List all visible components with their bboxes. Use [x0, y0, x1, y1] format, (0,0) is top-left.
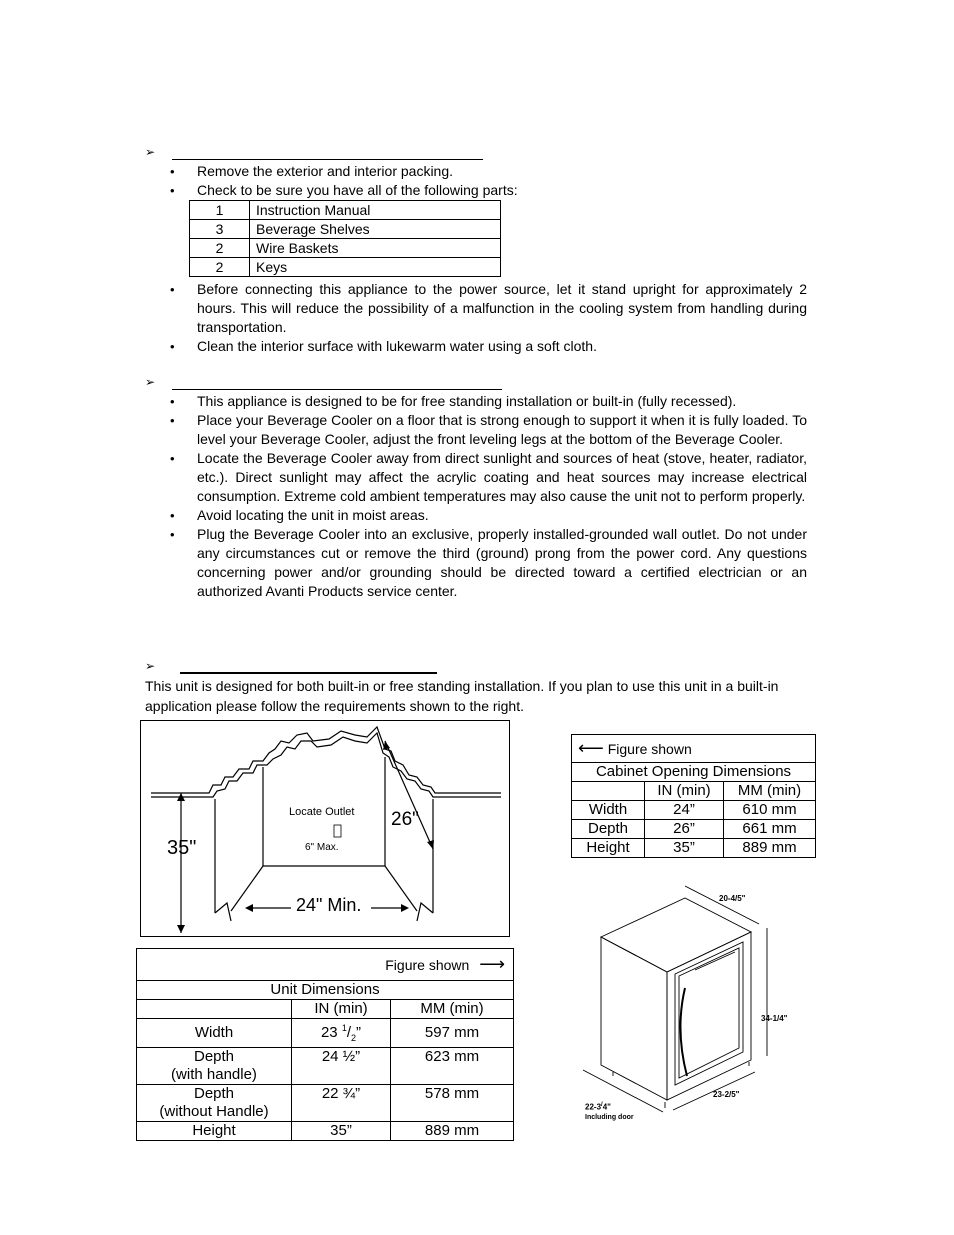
table-row — [190, 239, 501, 258]
cabinet-figure — [140, 720, 510, 937]
cell — [137, 1048, 292, 1085]
section-heading-line — [180, 672, 437, 674]
cell: Width — [572, 801, 645, 820]
section-marker: ➢ — [145, 375, 156, 389]
table-row — [137, 1085, 514, 1122]
header-cell: IN (min) — [645, 782, 724, 801]
depth-dimension: 26" — [391, 809, 419, 830]
header-cell: MM (min) — [724, 782, 816, 801]
depth-dim-part: 22-3 — [585, 1102, 602, 1112]
depth-dimension — [585, 1102, 611, 1112]
table-row — [137, 1019, 514, 1048]
depth-note: Including door — [585, 1114, 634, 1121]
depth-dim-part: / — [601, 1102, 603, 1108]
value-part: 23 — [320, 1024, 342, 1041]
table-title: Cabinet Opening Dimensions — [572, 763, 816, 782]
cell: Width — [137, 1019, 292, 1048]
list-item: • Place your Beverage Cooler on a floor that is strong enough to support it when it is fully loaded. To level your Beverage Cooler, adjust the front leveling legs at the bottom of the Beverage Cooler. — [170, 411, 807, 449]
list-item: • Avoid locating the unit in moist areas. — [170, 506, 807, 525]
cell: 24 ½” — [292, 1048, 391, 1085]
list-item: • Check to be sure you have all of the following parts: — [170, 181, 807, 200]
table-row — [137, 981, 514, 1000]
part-qty: 1 — [190, 201, 250, 220]
figure-note: Figure shown — [607, 741, 692, 757]
bullet-list — [170, 162, 807, 200]
table-row — [572, 820, 816, 839]
part-name: Beverage Shelves — [250, 220, 501, 239]
outlet-label: Locate Outlet — [289, 806, 355, 818]
row-label: Depth — [193, 1048, 235, 1065]
list-item: • Remove the exterior and interior packing. — [170, 162, 807, 181]
table-row — [572, 839, 816, 858]
cell — [137, 1085, 292, 1122]
outlet-max-label: 6" Max. — [305, 842, 339, 853]
height-dimension: 35" — [167, 837, 197, 859]
value-part: 2 — [351, 1033, 357, 1043]
list-item: • This appliance is designed to be for free standing installation or built-in (fully recessed). — [170, 392, 807, 411]
unit-dimensions-table — [136, 948, 514, 1141]
part-qty: 2 — [190, 239, 250, 258]
part-name: Wire Baskets — [250, 239, 501, 258]
cell: 578 mm — [391, 1085, 514, 1122]
list-item: • Clean the interior surface with lukewarm water using a soft cloth. — [170, 337, 807, 356]
cell: Height — [572, 839, 645, 858]
cell: Height — [137, 1122, 292, 1141]
part-qty: 2 — [190, 258, 250, 277]
section-marker: ➢ — [145, 659, 156, 673]
table-row — [190, 201, 501, 220]
table-row — [572, 763, 816, 782]
part-name: Instruction Manual — [250, 201, 501, 220]
part-qty: 3 — [190, 220, 250, 239]
bullet-list — [170, 280, 807, 356]
section-marker: ➢ — [145, 145, 156, 159]
cell: 889 mm — [724, 839, 816, 858]
table-row — [572, 735, 816, 763]
cell: 22 ¾” — [292, 1085, 391, 1122]
section-heading-line — [172, 159, 483, 160]
section-heading-line — [172, 389, 502, 390]
value-part: 1 — [341, 1023, 347, 1033]
table-row — [190, 220, 501, 239]
cell: 26” — [645, 820, 724, 839]
unit-figure — [575, 880, 805, 1130]
bullet-list — [170, 392, 807, 601]
table-row — [572, 801, 816, 820]
cell: 23 $^1/_2$” — [292, 1019, 391, 1048]
cell: 35” — [292, 1122, 391, 1141]
header-cell: IN (min) — [292, 1000, 391, 1019]
list-item: • Before connecting this appliance to the power source, let it stand upright for approximately 2 hours. This will reduce the possibility of a malfunction in the cooling system from handling during transportation. — [170, 280, 807, 337]
cell: Depth — [572, 820, 645, 839]
header-cell: MM (min) — [391, 1000, 514, 1019]
table-row — [190, 258, 501, 277]
row-sublabel: (with handle) — [171, 1066, 257, 1083]
cell: 889 mm — [391, 1122, 514, 1141]
front-dimension: 23-2/5" — [713, 1090, 740, 1099]
row-sublabel: (without Handle) — [159, 1103, 269, 1120]
top-dimension: 20-4/5" — [719, 894, 746, 903]
table-header — [572, 782, 816, 801]
table-row — [137, 1048, 514, 1085]
beverage-cooler-drawing — [575, 880, 805, 1130]
header-cell — [572, 782, 645, 801]
installation-paragraph: This unit is designed for both built-in or free standing installation. If you plan to use this unit in a built-in application please follow the requirements shown to the right. — [145, 678, 779, 714]
value-part: ” — [356, 1024, 362, 1041]
table-title: Unit Dimensions — [137, 981, 514, 1000]
left-arrow-icon: ⟵ — [578, 738, 604, 758]
side-dimension: 34-1/4" — [761, 1014, 788, 1023]
list-item: • Plug the Beverage Cooler into an exclusive, properly installed-grounded wall outlet. Do not under any circumstances cut or remove the third (ground) prong from the power cord. Any questions concerning power and/or grounding should be directed toward a certified electrician or an authorized Avanti Products service center. — [170, 525, 807, 601]
depth-dim-part: 4" — [602, 1102, 611, 1112]
width-dimension: 24" Min. — [296, 895, 362, 915]
right-arrow-icon: ⟶ — [479, 954, 505, 974]
parts-table — [189, 200, 501, 277]
cell: 610 mm — [724, 801, 816, 820]
table-row — [137, 949, 514, 981]
table-header — [137, 1000, 514, 1019]
part-name: Keys — [250, 258, 501, 277]
table-row — [137, 1122, 514, 1141]
cabinet-dimensions-table — [571, 734, 816, 858]
header-cell — [137, 1000, 292, 1019]
cell: 24” — [645, 801, 724, 820]
figure-note: Figure shown — [385, 957, 470, 973]
cell: 35” — [645, 839, 724, 858]
cell: 661 mm — [724, 820, 816, 839]
row-label: Depth — [193, 1085, 235, 1102]
list-item: • Locate the Beverage Cooler away from direct sunlight and sources of heat (stove, heater, radiator, etc.). Direct sunlight may affect the acrylic coating and heat sources may increase electrical consumption. Extreme cold ambient temperatures may also cause the unit not to perform properly. — [170, 449, 807, 506]
cell: 623 mm — [391, 1048, 514, 1085]
cell: 597 mm — [391, 1019, 514, 1048]
